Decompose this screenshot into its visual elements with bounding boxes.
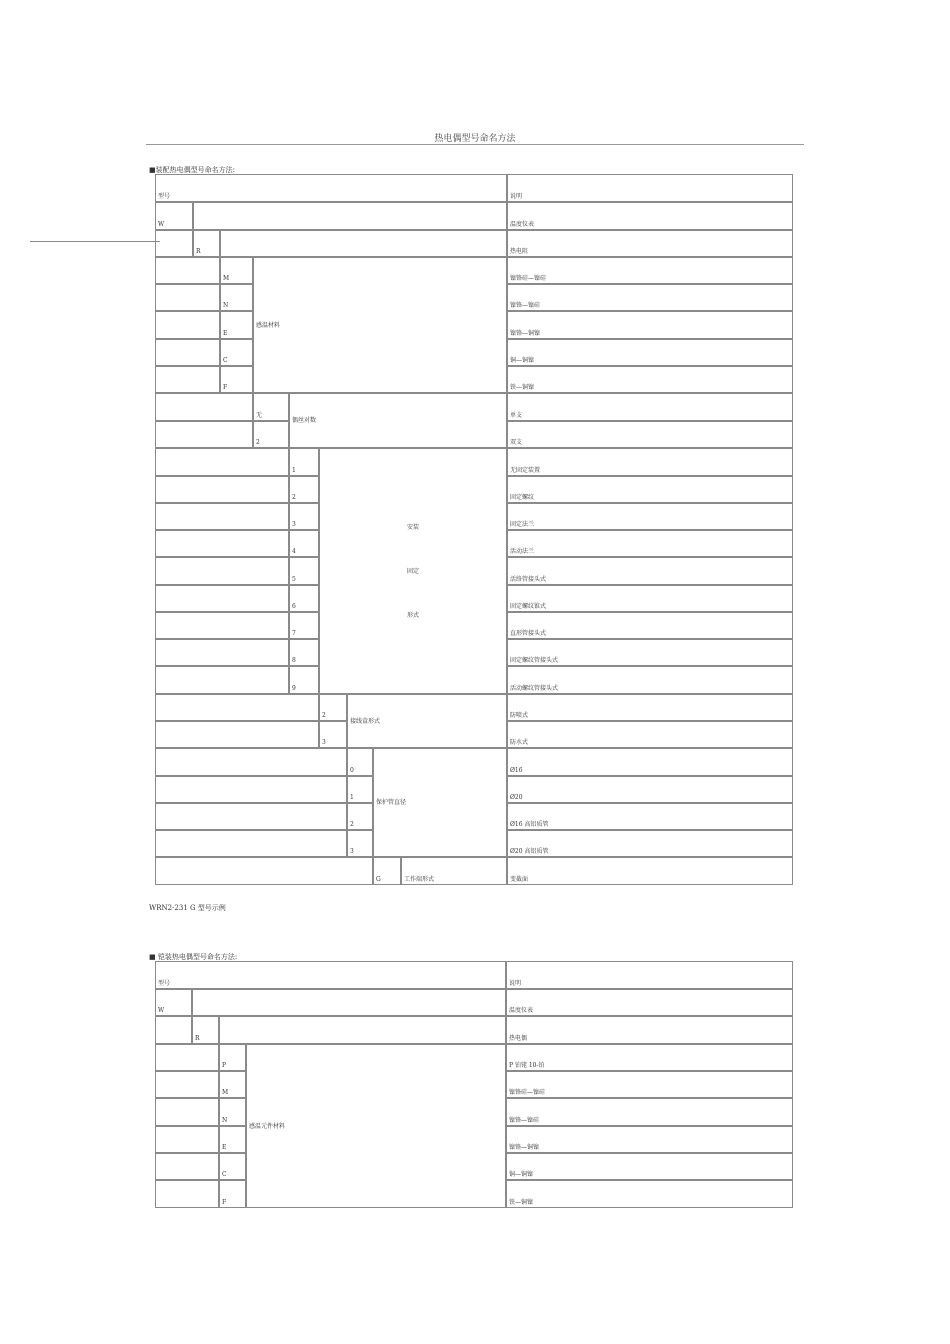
s1-junction-label: 接线盒形式 (347, 694, 507, 748)
s1-code-mount: 2 (289, 476, 319, 503)
s1-desc-tube: Ø16 (507, 748, 793, 776)
s1-desc-junction: 防水式 (507, 721, 793, 748)
s1-code-mount: 6 (289, 585, 319, 612)
document-title: 热电偶型号命名方法 (434, 134, 516, 144)
s1-desc-mount: 固定螺纹锥式 (507, 585, 793, 612)
s1-desc-tube: Ø20 (507, 776, 793, 803)
s1-desc-tube: Ø20 高铝质管 (507, 830, 793, 857)
s1-desc-mount: 固定螺纹 (507, 476, 793, 503)
s1-code-w: W (155, 202, 193, 230)
s2-header-desc: 说明 (506, 961, 793, 989)
s1-code-junction: 2 (319, 694, 347, 721)
s1-code-pairs: 2 (253, 421, 289, 448)
s1-indent (155, 284, 220, 311)
s1-desc-mount: 无固定装置 (507, 448, 793, 476)
s2-r-span (219, 1016, 506, 1044)
s2-indent (155, 1153, 219, 1180)
s1-indent (155, 748, 347, 776)
s1-indent (155, 448, 289, 476)
s1-code-tube: 1 (347, 776, 373, 803)
s1-desc-material: 镍铬—铜镍 (507, 311, 793, 339)
s2-code-w: W (155, 989, 192, 1016)
s2-desc-material: 镍铬—镍硅 (506, 1098, 793, 1126)
s2-r-indent (155, 1016, 192, 1044)
s1-indent (155, 585, 289, 612)
s1-code-mount: 8 (289, 639, 319, 666)
s2-code-material: M (219, 1071, 246, 1098)
s1-code-mount: 5 (289, 557, 319, 585)
s2-indent (155, 1071, 219, 1098)
s1-end-label: 工作端形式 (401, 857, 507, 885)
s1-desc-material: 铁—铜镍 (507, 366, 793, 393)
s1-code-mount: 7 (289, 612, 319, 639)
s1-mounting-label-line: 固定 (406, 567, 419, 575)
s1-w-span (193, 202, 507, 230)
s1-indent (155, 557, 289, 585)
s1-code-tube: 2 (347, 803, 373, 830)
s1-indent (155, 366, 220, 393)
s1-indent (155, 830, 347, 857)
s2-code-material: E (219, 1126, 246, 1153)
s1-indent (155, 776, 347, 803)
margin-line (30, 241, 160, 242)
s1-indent (155, 503, 289, 530)
s1-tube-label: 保护管直径 (373, 748, 507, 857)
s1-desc-mount: 活络管接头式 (507, 557, 793, 585)
s1-desc-end: 变截面 (507, 857, 793, 885)
s1-desc-pairs: 双支 (507, 421, 793, 448)
s1-desc-material: 镍铬—镍硅 (507, 284, 793, 311)
s2-w-span (192, 989, 506, 1016)
s1-code-tube: 3 (347, 830, 373, 857)
s1-indent (155, 803, 347, 830)
s1-indent (155, 393, 253, 421)
s1-code-tube: 0 (347, 748, 373, 776)
s1-desc-w: 温度仪表 (507, 202, 793, 230)
s2-code-material: P (219, 1044, 246, 1071)
s1-desc-pairs: 单支 (507, 393, 793, 421)
s1-code-mount: 3 (289, 503, 319, 530)
s1-code-material: F (220, 366, 253, 393)
s2-code-r: R (192, 1016, 219, 1044)
s1-r-indent (155, 230, 193, 257)
s1-indent (155, 639, 289, 666)
s1-desc-material: 铜—铜镍 (507, 339, 793, 366)
s1-code-pairs: 无 (253, 393, 289, 421)
s1-code-end: G (373, 857, 401, 885)
s2-desc-material: 镍铬硅—镍硅 (506, 1071, 793, 1098)
s1-indent (155, 721, 319, 748)
s1-desc-mount: 固定法兰 (507, 503, 793, 530)
s1-header-model: 型号 (155, 174, 507, 202)
s1-mounting-label-line: 安装 (406, 523, 419, 531)
s1-material-label: 感温材料 (253, 257, 507, 393)
s2-desc-material: P 铂铑 10-铂 (506, 1044, 793, 1071)
s2-code-material: N (219, 1098, 246, 1126)
s2-indent (155, 1180, 219, 1208)
s1-indent (155, 339, 220, 366)
s1-desc-r: 热电阻 (507, 230, 793, 257)
s1-desc-mount: 活动法兰 (507, 530, 793, 557)
s1-r-span (220, 230, 507, 257)
s1-code-material: M (220, 257, 253, 284)
s1-indent (155, 476, 289, 503)
s2-material-label: 感温元件材料 (246, 1044, 506, 1208)
s1-indent (155, 857, 373, 885)
title-rule (146, 144, 804, 145)
s2-desc-w: 温度仪表 (506, 989, 793, 1016)
s1-header-desc: 说明 (507, 174, 793, 202)
s1-indent (155, 612, 289, 639)
s1-code-material: N (220, 284, 253, 311)
s1-desc-mount: 活动螺纹管接头式 (507, 666, 793, 694)
s1-desc-mount: 直形管接头式 (507, 612, 793, 639)
s1-indent (155, 530, 289, 557)
s1-code-r: R (193, 230, 220, 257)
s1-desc-material: 镍铬硅—镍硅 (507, 257, 793, 284)
s1-desc-mount: 固定螺纹管接头式 (507, 639, 793, 666)
s1-desc-junction: 防喷式 (507, 694, 793, 721)
s1-code-mount: 4 (289, 530, 319, 557)
s1-mounting-label-line: 形式 (406, 611, 419, 619)
s1-code-junction: 3 (319, 721, 347, 748)
s1-mounting-label (319, 448, 507, 694)
s1-code-mount: 1 (289, 448, 319, 476)
s1-indent (155, 257, 220, 284)
s1-code-mount: 9 (289, 666, 319, 694)
s2-desc-material: 铁—铜镍 (506, 1180, 793, 1208)
s1-pairs-label: 偶丝对数 (289, 393, 507, 448)
section1-label: ■装配热电偶型号命名方法: (149, 166, 235, 174)
s1-indent (155, 666, 289, 694)
s1-code-material: C (220, 339, 253, 366)
s2-header-model: 型号 (155, 961, 506, 989)
s2-indent (155, 1044, 219, 1071)
s2-indent (155, 1126, 219, 1153)
model-example: WRN2-231 G 型号示例 (149, 904, 226, 912)
s2-desc-material: 镍铬—铜镍 (506, 1126, 793, 1153)
section2-label: ■ 铠装热电偶型号命名方法: (149, 953, 238, 961)
s1-indent (155, 694, 319, 721)
s2-desc-material: 铜—铜镍 (506, 1153, 793, 1180)
s2-code-material: F (219, 1180, 246, 1208)
s1-code-material: E (220, 311, 253, 339)
s2-code-material: C (219, 1153, 246, 1180)
s1-indent (155, 311, 220, 339)
s2-desc-r: 热电偶 (506, 1016, 793, 1044)
s2-indent (155, 1098, 219, 1126)
s1-desc-tube: Ø16 高铝质管 (507, 803, 793, 830)
s1-indent (155, 421, 253, 448)
